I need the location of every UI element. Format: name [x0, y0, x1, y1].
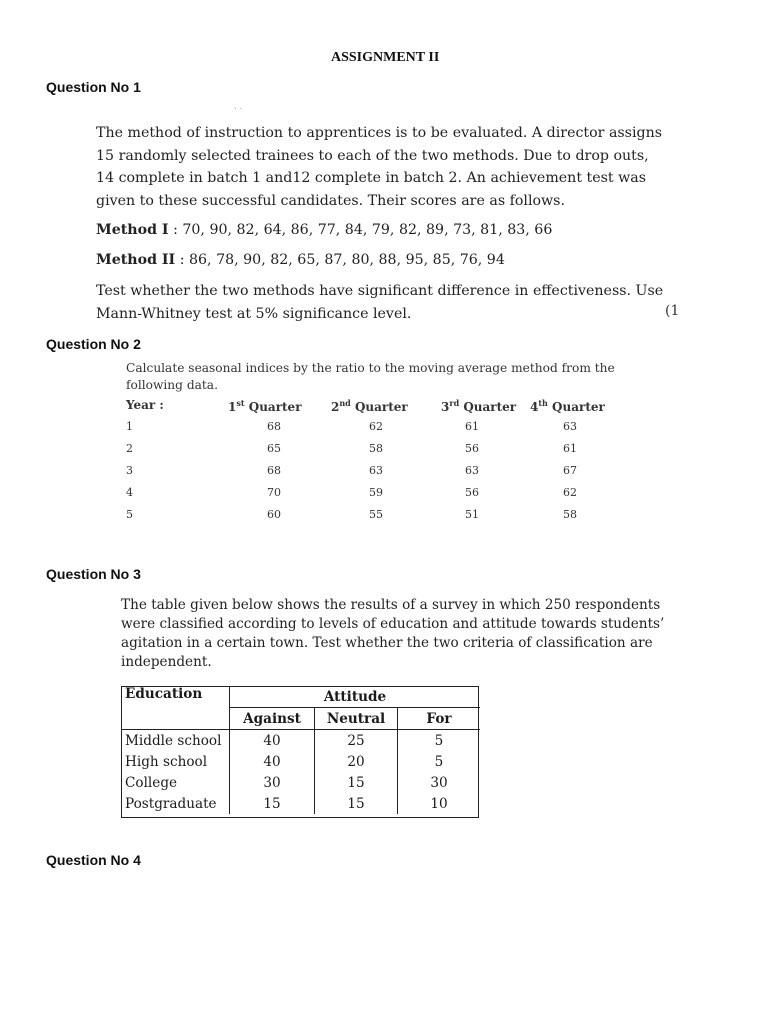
q3-line: The table given below shows the results of a survey in which 250 respondents — [121, 597, 661, 613]
q1-test-line: Test whether the two methods have significant difference in effectiveness. Use — [96, 283, 664, 299]
table-row — [121, 751, 480, 772]
q3-line: independent. — [121, 654, 212, 670]
table-row — [126, 486, 646, 508]
value-cell: 51 — [465, 508, 479, 521]
q2-table-header — [126, 398, 646, 420]
value-cell: 70 — [267, 486, 281, 499]
for-header: For — [398, 708, 481, 730]
year-header: Year : — [126, 398, 164, 412]
value-cell: 30 — [230, 772, 315, 793]
value-cell: 10 — [430, 795, 448, 812]
quarterly-data-table — [126, 398, 646, 530]
value-cell: 15 — [315, 793, 398, 814]
value-cell: 30 — [430, 774, 448, 791]
value-cell: 56 — [465, 442, 479, 455]
year-cell: 1 — [126, 420, 133, 433]
q1-line: 15 randomly selected trainees to each of the two methods. Due to drop outs, — [96, 147, 649, 164]
tick-mark: ˏ ˎ — [234, 100, 242, 109]
question-3-text — [121, 596, 666, 672]
quarter-2-header: 2nd Quarter — [331, 398, 408, 414]
value-cell: 63 — [563, 420, 577, 433]
table-row — [126, 508, 646, 530]
table-row — [126, 420, 646, 442]
question-2-text — [126, 360, 671, 394]
quarter-3-header: 3rd Quarter — [441, 398, 517, 414]
year-cell: 3 — [126, 464, 133, 477]
value-cell: 58 — [369, 442, 383, 455]
table-row — [121, 730, 480, 752]
page-title: ASSIGNMENT II — [331, 50, 440, 65]
value-cell: 68 — [267, 420, 281, 433]
row-label: High school — [121, 751, 230, 772]
value-cell: 59 — [369, 486, 383, 499]
value-cell: 62 — [563, 486, 577, 499]
q2-line: following data. — [126, 378, 218, 392]
value-cell: 5 — [398, 730, 481, 752]
q1-line: given to these successful candidates. Their scores are as follows. — [96, 192, 565, 209]
row-label: Postgraduate — [121, 793, 230, 814]
value-cell: 67 — [563, 464, 577, 477]
row-label: Middle school — [121, 730, 230, 752]
q3-line: agitation in a certain town. Test whether the two criteria of classification are — [121, 635, 653, 651]
method-2-values: : 86, 78, 90, 82, 65, 87, 80, 88, 95, 85, 76, 94 — [179, 252, 505, 268]
year-cell: 5 — [126, 508, 133, 521]
year-cell: 4 — [126, 486, 133, 499]
value-cell: 15 — [315, 772, 398, 793]
method-1-label: Method I — [96, 222, 169, 238]
q2-line: Calculate seasonal indices by the ratio to the moving average method from the — [126, 361, 615, 375]
value-cell: 61 — [465, 420, 479, 433]
value-cell: 62 — [369, 420, 383, 433]
q1-line: The method of instruction to apprentices is to be evaluated. A director assigns — [96, 125, 663, 141]
contingency-table — [121, 686, 480, 814]
method-1-values: : 70, 90, 82, 64, 86, 77, 84, 79, 82, 89, 73, 81, 83, 66 — [173, 222, 553, 238]
value-cell: 40 — [230, 751, 315, 772]
quarter-4-header: 4th Quarter — [530, 398, 605, 414]
neutral-header: Neutral — [315, 708, 398, 730]
quarter-1-header: 1st Quarter — [228, 398, 302, 414]
value-cell: 61 — [563, 442, 577, 455]
value-cell: 58 — [563, 508, 577, 521]
q1-test-line: Mann-Whitney test at 5% significance level. — [96, 305, 412, 322]
value-cell: 40 — [230, 730, 315, 752]
value-cell: 56 — [465, 486, 479, 499]
question-1-text — [96, 122, 671, 212]
method-1-scores — [96, 219, 676, 241]
value-cell: 5 — [434, 753, 444, 770]
education-header: Education — [121, 686, 230, 730]
q3-line: were classified according to levels of education and attitude towards students’ — [121, 616, 665, 632]
method-2-label: Method II — [96, 252, 176, 268]
value-cell: 15 — [230, 793, 315, 814]
value-cell: 25 — [315, 730, 398, 752]
question-4-heading: Question No 4 — [46, 852, 141, 868]
table-row — [121, 793, 480, 814]
question-3-heading: Question No 3 — [46, 566, 141, 582]
q1-line: 14 complete in batch 1 and12 complete in batch 2. An achievement test was — [96, 170, 647, 186]
value-cell: 65 — [267, 442, 281, 455]
attitude-header: Attitude — [323, 688, 387, 705]
question-2-heading: Question No 2 — [46, 336, 141, 352]
value-cell: 60 — [267, 508, 281, 521]
value-cell: 63 — [369, 464, 383, 477]
table-row — [126, 464, 646, 486]
question-1-heading: Question No 1 — [46, 79, 141, 95]
table-row — [126, 442, 646, 464]
value-cell: 68 — [267, 464, 281, 477]
marks-indicator: (1 — [665, 303, 680, 319]
against-header: Against — [230, 708, 315, 730]
question-1-instruction — [96, 280, 671, 325]
value-cell: 20 — [315, 751, 398, 772]
value-cell: 63 — [465, 464, 479, 477]
value-cell: 55 — [369, 508, 383, 521]
row-label: College — [121, 772, 230, 793]
year-cell: 2 — [126, 442, 133, 455]
method-2-scores — [96, 249, 676, 271]
table-row — [121, 772, 480, 793]
